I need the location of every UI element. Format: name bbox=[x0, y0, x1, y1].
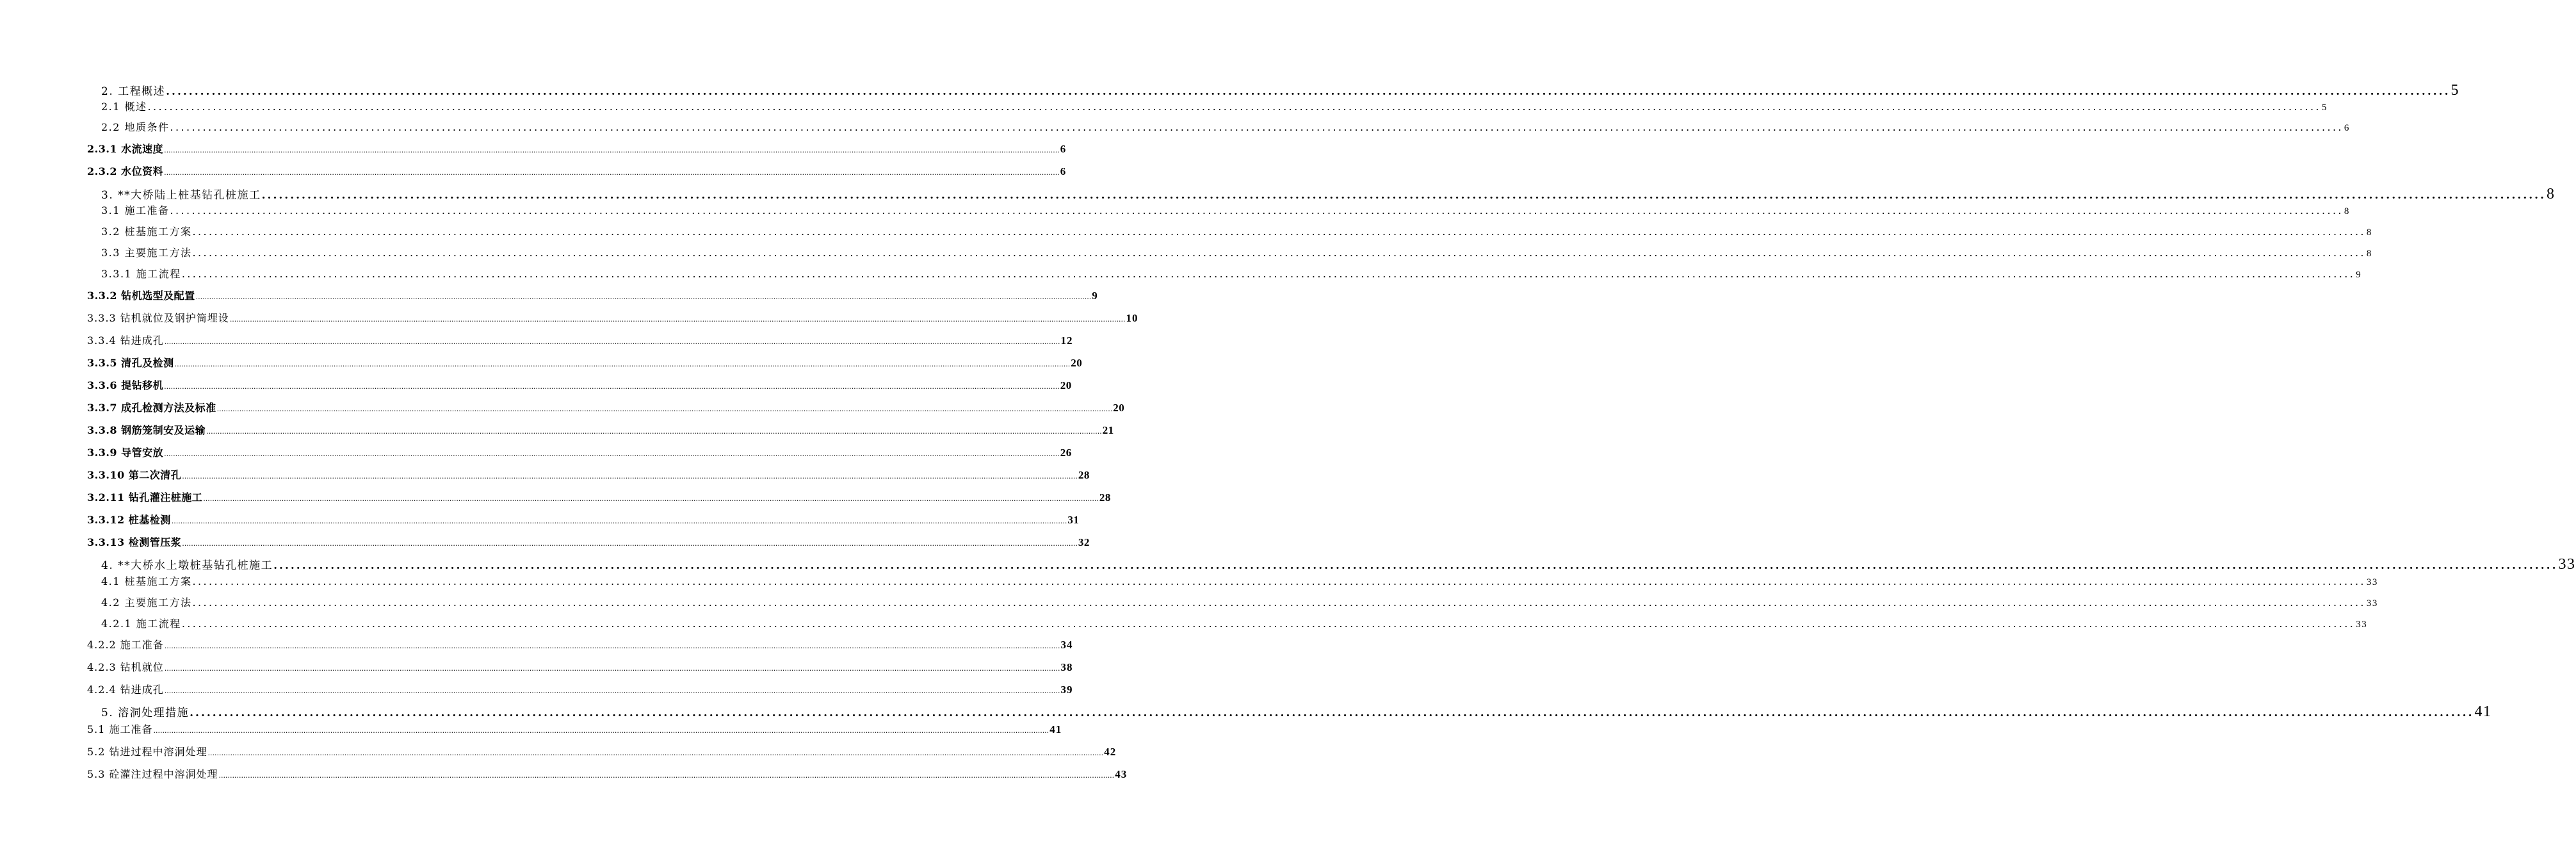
toc-dot-leader: ................................................................................................................................................................................................................................................................................................................................................................................................................ bbox=[182, 472, 1078, 480]
toc-page-number: 28 bbox=[1078, 469, 1090, 481]
toc-page-number: 33 bbox=[2558, 556, 2576, 573]
toc-entry-label: 2. 工程概述 bbox=[101, 85, 166, 98]
toc-page-number: 43 bbox=[1115, 768, 1128, 780]
toc-page-number: 33 bbox=[2366, 598, 2378, 609]
toc-dot-leader: ................................................................................................................................................................................................................................................................................................................................................................................................................ bbox=[195, 293, 1092, 301]
toc-entry-label: 4.2.1 施工流程 bbox=[101, 618, 181, 630]
toc-entry[interactable] bbox=[101, 594, 2378, 609]
toc-entry[interactable] bbox=[87, 377, 1072, 392]
toc-entry-label: 3.3.1 施工流程 bbox=[101, 268, 181, 280]
toc-entry[interactable] bbox=[101, 245, 2372, 259]
toc-page-number: 6 bbox=[2344, 123, 2350, 133]
toc-dot-leader: ................................................................................................................................................................................................................................................................................................................................................................................................................ bbox=[170, 204, 2344, 217]
toc-entry[interactable] bbox=[101, 82, 2460, 99]
toc-page-number: 6 bbox=[1060, 143, 1066, 155]
toc-entry[interactable] bbox=[87, 659, 1073, 674]
toc-entry[interactable] bbox=[101, 573, 2378, 588]
toc-page-number: 8 bbox=[2547, 186, 2556, 202]
toc-dot-leader: ................................................................................................................................................................................................................................................................................................................................................................................................................ bbox=[218, 771, 1115, 780]
toc-entry-label: 2.1 概述 bbox=[101, 101, 147, 113]
toc-entry[interactable] bbox=[87, 355, 1083, 370]
toc-entry[interactable] bbox=[87, 163, 1066, 178]
toc-page-number: 28 bbox=[1099, 491, 1111, 504]
toc-entry[interactable] bbox=[101, 186, 2556, 203]
toc-entry[interactable] bbox=[87, 637, 1073, 652]
toc-entry-label: 3. **大桥陆上桩基钻孔桩施工 bbox=[101, 189, 261, 202]
toc-dot-leader: ................................................................................................................................................................................................................................................................................................................................................................................................................ bbox=[192, 596, 2366, 609]
toc-entry-label: 5.3 砼灌注过程中溶洞处理 bbox=[87, 768, 218, 780]
toc-page-number: 6 bbox=[1060, 165, 1066, 177]
toc-dot-leader: ................................................................................................................................................................................................................................................................................................................................................................................................................ bbox=[164, 382, 1060, 391]
toc-entry-label: 5.2 钻进过程中溶洞处理 bbox=[87, 746, 207, 758]
toc-dot-leader: ................................................................................................................................................................................................................................................................................................................................................................................................................ bbox=[171, 517, 1067, 525]
toc-page-number: 9 bbox=[1092, 290, 1098, 302]
toc-page-number: 20 bbox=[1113, 402, 1125, 414]
toc-page-number: 9 bbox=[2356, 270, 2362, 280]
toc-entry[interactable] bbox=[87, 445, 1072, 459]
toc-entry-label: 3.3.3 钻机就位及钢护筒埋设 bbox=[87, 312, 229, 324]
toc-dot-leader: ................................................................................................................................................................................................................................................................................................................................................................................................................ bbox=[164, 168, 1060, 177]
toc-page-number: 5 bbox=[2321, 102, 2328, 113]
toc-entry-label: 3.3.8 钢筋笼制安及运输 bbox=[87, 424, 206, 436]
toc-entry-label: 4.2.4 钻进成孔 bbox=[87, 684, 164, 696]
toc-page-number: 20 bbox=[1071, 357, 1083, 369]
toc-entry[interactable] bbox=[101, 616, 2368, 630]
toc-page-number: 41 bbox=[1049, 723, 1062, 735]
toc-page-number: 8 bbox=[2344, 206, 2350, 217]
toc-entry-label: 2.3.1 水流速度 bbox=[87, 143, 164, 155]
toc-entry-label: 3.3.6 提钻移机 bbox=[87, 379, 164, 391]
toc-page-number: 38 bbox=[1060, 661, 1073, 673]
toc-dot-leader: ................................................................................................................................................................................................................................................................................................................................................................................................................ bbox=[164, 642, 1060, 650]
toc-entry[interactable] bbox=[87, 721, 1062, 736]
toc-page-number: 26 bbox=[1060, 447, 1072, 459]
toc-entry[interactable] bbox=[87, 489, 1111, 504]
toc-entry-label: 4.2.3 钻机就位 bbox=[87, 661, 164, 673]
toc-entry[interactable] bbox=[87, 400, 1125, 414]
toc-entry-label: 3.3 主要施工方法 bbox=[101, 247, 192, 259]
toc-entry[interactable] bbox=[87, 467, 1090, 482]
toc-entry-label: 3.3.12 桩基检测 bbox=[87, 514, 171, 526]
toc-dot-leader: ................................................................................................................................................................................................................................................................................................................................................................................................................ bbox=[164, 687, 1060, 695]
toc-entry[interactable] bbox=[87, 766, 1128, 781]
toc-entry-label: 3.3.4 钻进成孔 bbox=[87, 334, 164, 347]
toc-dot-leader: ................................................................................................................................................................................................................................................................................................................................................................................................................ bbox=[181, 618, 2356, 630]
toc-entry[interactable] bbox=[101, 202, 2350, 217]
toc-entry[interactable] bbox=[87, 141, 1066, 156]
toc-page-number: 34 bbox=[1060, 639, 1073, 651]
toc-dot-leader: ................................................................................................................................................................................................................................................................................................................................................................................................................ bbox=[206, 427, 1102, 436]
toc-entry[interactable] bbox=[87, 534, 1090, 549]
toc-entry[interactable] bbox=[101, 266, 2362, 281]
toc-entry[interactable] bbox=[101, 703, 2492, 721]
toc-page-number: 21 bbox=[1102, 424, 1114, 436]
toc-dot-leader: ................................................................................................................................................................................................................................................................................................................................................................................................................ bbox=[192, 247, 2366, 259]
toc-page-number: 32 bbox=[1078, 536, 1090, 548]
toc-dot-leader: ................................................................................................................................................................................................................................................................................................................................................................................................................ bbox=[164, 450, 1060, 458]
toc-dot-leader: ................................................................................................................................................................................................................................................................................................................................................................................................................ bbox=[216, 405, 1113, 413]
toc-entry-label: 3.2 桩基施工方案 bbox=[101, 226, 192, 238]
toc-dot-leader: ................................................................................................................................................................................................................................................................................................................................................................................................................ bbox=[190, 707, 2474, 719]
toc-dot-leader: ................................................................................................................................................................................................................................................................................................................................................................................................................ bbox=[203, 495, 1099, 503]
toc-dot-leader: ................................................................................................................................................................................................................................................................................................................................................................................................................ bbox=[261, 189, 2547, 202]
toc-dot-leader: ................................................................................................................................................................................................................................................................................................................................................................................................................ bbox=[153, 726, 1049, 735]
toc-page-number: 31 bbox=[1067, 514, 1080, 526]
toc-entry-label: 3.1 施工准备 bbox=[101, 204, 170, 217]
toc-entry-label: 3.2.11 钻孔灌注桩施工 bbox=[87, 491, 203, 504]
toc-page-number: 33 bbox=[2356, 619, 2368, 630]
toc-dot-leader: ................................................................................................................................................................................................................................................................................................................................................................................................................ bbox=[273, 559, 2558, 572]
toc-dot-leader: ................................................................................................................................................................................................................................................................................................................................................................................................................ bbox=[147, 101, 2321, 113]
toc-entry-label: 3.3.13 检测管压浆 bbox=[87, 536, 182, 548]
toc-entry-label: 4.2 主要施工方法 bbox=[101, 596, 192, 609]
toc-dot-leader: ................................................................................................................................................................................................................................................................................................................................................................................................................ bbox=[192, 226, 2366, 238]
toc-page-number: 10 bbox=[1126, 312, 1138, 324]
toc-dot-leader: ................................................................................................................................................................................................................................................................................................................................................................................................................ bbox=[181, 268, 2356, 280]
toc-entry[interactable] bbox=[101, 99, 2328, 113]
toc-page-number: 8 bbox=[2366, 249, 2372, 259]
toc-entry-label: 5. 溶洞处理措施 bbox=[101, 707, 190, 719]
toc-entry-label: 4.1 桩基施工方案 bbox=[101, 575, 192, 587]
toc-page-number: 20 bbox=[1060, 379, 1072, 391]
toc-page-number: 12 bbox=[1060, 334, 1073, 347]
toc-dot-leader: ................................................................................................................................................................................................................................................................................................................................................................................................................ bbox=[192, 575, 2366, 587]
toc-entry-label: 3.3.5 清孔及检测 bbox=[87, 357, 174, 369]
toc-dot-leader: ................................................................................................................................................................................................................................................................................................................................................................................................................ bbox=[174, 360, 1071, 368]
toc-page-number: 41 bbox=[2474, 703, 2492, 720]
toc-entry[interactable] bbox=[87, 332, 1073, 347]
toc-dot-leader: ................................................................................................................................................................................................................................................................................................................................................................................................................ bbox=[207, 749, 1104, 757]
toc-dot-leader: ................................................................................................................................................................................................................................................................................................................................................................................................................ bbox=[170, 121, 2344, 133]
toc-entry[interactable] bbox=[87, 310, 1138, 325]
toc-page-number: 39 bbox=[1060, 684, 1073, 696]
toc-entry-label: 3.3.7 成孔检测方法及标准 bbox=[87, 402, 216, 414]
toc-entry[interactable] bbox=[87, 422, 1114, 437]
toc-dot-leader: ................................................................................................................................................................................................................................................................................................................................................................................................................ bbox=[166, 85, 2450, 98]
toc-entry-label: 3.3.10 第二次清孔 bbox=[87, 469, 182, 481]
toc-entry[interactable] bbox=[87, 512, 1080, 527]
toc-entry[interactable] bbox=[101, 119, 2350, 134]
toc-entry-label: 2.3.2 水位资料 bbox=[87, 165, 164, 177]
toc-entry-label: 3.3.9 导管安放 bbox=[87, 447, 164, 459]
toc-entry[interactable] bbox=[101, 556, 2576, 573]
toc-entry-label: 2.2 地质条件 bbox=[101, 121, 170, 133]
toc-entry[interactable] bbox=[87, 744, 1117, 758]
toc-entry[interactable] bbox=[87, 288, 1098, 302]
toc-dot-leader: ................................................................................................................................................................................................................................................................................................................................................................................................................ bbox=[164, 338, 1060, 346]
toc-entry[interactable] bbox=[87, 682, 1073, 696]
toc-entry[interactable] bbox=[101, 224, 2372, 238]
toc-page-number: 33 bbox=[2366, 577, 2378, 587]
toc-page-number: 5 bbox=[2450, 82, 2460, 99]
toc-entry-label: 4.2.2 施工准备 bbox=[87, 639, 164, 651]
toc-dot-leader: ................................................................................................................................................................................................................................................................................................................................................................................................................ bbox=[164, 664, 1060, 673]
toc-entry-label: 4. **大桥水上墩桩基钻孔桩施工 bbox=[101, 559, 273, 572]
toc-dot-leader: ................................................................................................................................................................................................................................................................................................................................................................................................................ bbox=[164, 146, 1060, 154]
toc-dot-leader: ................................................................................................................................................................................................................................................................................................................................................................................................................ bbox=[182, 539, 1078, 548]
toc-entry-label: 5.1 施工准备 bbox=[87, 723, 153, 735]
toc-dot-leader: ................................................................................................................................................................................................................................................................................................................................................................................................................ bbox=[229, 315, 1126, 324]
toc-entry-label: 3.3.2 钻机选型及配置 bbox=[87, 290, 195, 302]
toc-page-number: 42 bbox=[1104, 746, 1117, 758]
toc-page-number: 8 bbox=[2366, 227, 2372, 238]
